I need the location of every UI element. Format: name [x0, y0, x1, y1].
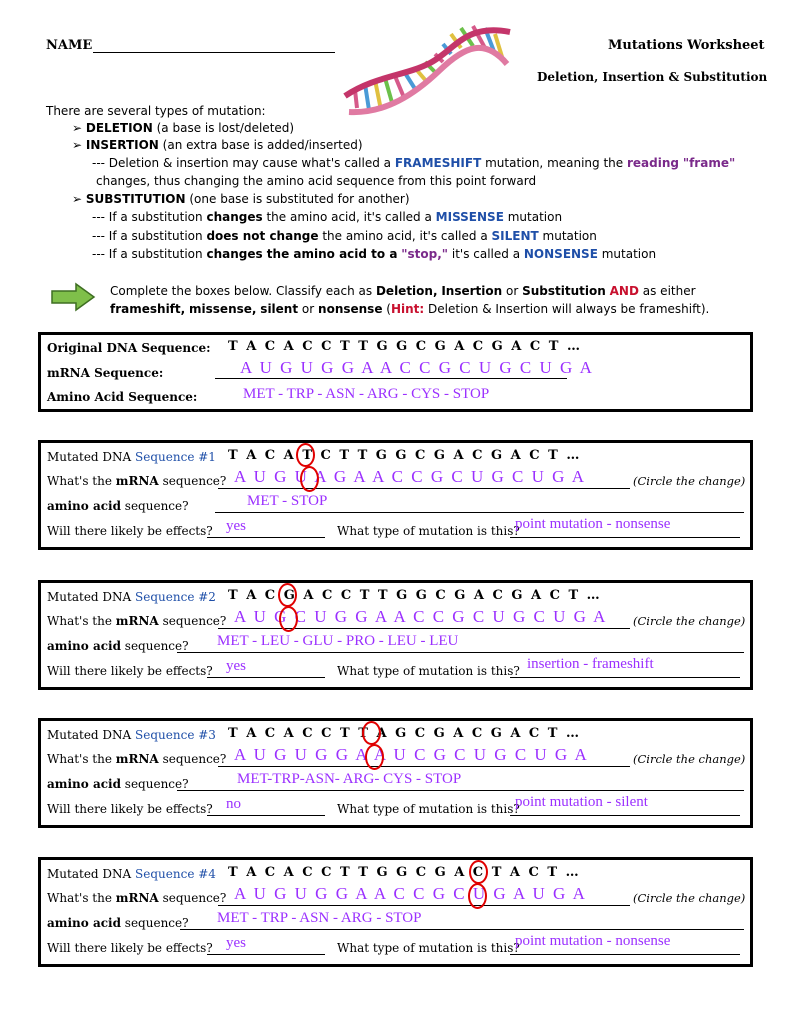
- mrna-post: G A A C C G C U G C U G A: [333, 467, 584, 486]
- mrna-question: [47, 474, 226, 488]
- instr-nonsense: nonsense: [318, 302, 383, 316]
- deletion-line: [72, 121, 294, 135]
- original-mrna-label: mRNA Sequence:: [47, 366, 164, 380]
- nonsense-pre: --- If a substitution: [92, 247, 203, 261]
- aa-q-post: sequence?: [124, 499, 189, 513]
- aa-answer-line[interactable]: [180, 929, 744, 930]
- mutated-dna-seq: [228, 865, 579, 880]
- effects-answer-line[interactable]: [207, 677, 325, 678]
- mrna-post: U G A: [532, 884, 585, 903]
- aa-q-bold: amino acid: [47, 499, 121, 513]
- dna-seq-pre: T A C A C C T T G G C G A C: [228, 865, 484, 880]
- substitution-term: SUBSTITUTION: [85, 192, 186, 206]
- type-question: What type of mutation is this?: [337, 802, 520, 816]
- effects-question: Will there likely be effects?: [47, 664, 213, 678]
- nonsense-line: [92, 247, 656, 261]
- frameshift-line2: changes, thus changing the amino acid sequence from this point forward: [96, 174, 537, 188]
- missense-post: mutation: [507, 210, 563, 224]
- mrna-q-bold: mRNA: [115, 474, 159, 488]
- aa-answer: MET-TRP-ASN- ARG- CYS - STOP: [237, 771, 462, 787]
- mutated-dna-seq: [228, 726, 579, 741]
- mrna-q-post: sequence?: [162, 474, 227, 488]
- silent-bold: does not change: [206, 229, 319, 243]
- missense-term: MISSENSE: [435, 210, 504, 224]
- substitution-desc: (one base is substituted for another): [189, 192, 410, 206]
- dna-changed-base: T: [302, 448, 312, 463]
- mrna-answer-line[interactable]: [218, 905, 630, 906]
- effects-question: Will there likely be effects?: [47, 524, 213, 538]
- nonsense-mid: it's called a: [451, 247, 521, 261]
- mrna-pre: A U G U G G A A: [234, 745, 386, 764]
- aa-answer-line[interactable]: [215, 512, 744, 513]
- missense-line: [92, 210, 562, 224]
- mrna-q-bold: mRNA: [115, 891, 159, 905]
- frameshift-mid: mutation, meaning the: [485, 156, 624, 170]
- type-question: What type of mutation is this?: [337, 524, 520, 538]
- original-dna-seq: T A C A C C T T G G C G A C G A C T …: [228, 339, 580, 354]
- mrna-q-bold: mRNA: [115, 614, 159, 628]
- aa-q-post: sequence?: [124, 639, 189, 653]
- dna-seq-post: A C C T T G G C G A C G A C T …: [303, 588, 600, 603]
- mutated-dna-seq: [228, 448, 579, 463]
- circle-hint: (Circle the change): [633, 474, 746, 488]
- mrna-question: [47, 752, 226, 766]
- mrna-answer-line[interactable]: [218, 628, 630, 629]
- mrna-q-post: sequence?: [162, 752, 227, 766]
- mrna-pre: A U G U: [234, 467, 307, 486]
- dna-changed-base: A: [376, 726, 387, 741]
- mrna-answer: [234, 745, 587, 765]
- mrna-change-circle: [468, 883, 487, 909]
- mrna-q-post: sequence?: [162, 891, 227, 905]
- original-mrna-line[interactable]: [215, 378, 567, 379]
- dna-seq-pre: T A C A C C T T: [228, 726, 368, 741]
- instr-hint-label: Hint:: [390, 302, 425, 316]
- aa-answer: MET - LEU - GLU - PRO - LEU - LEU: [217, 633, 459, 649]
- effects-question: Will there likely be effects?: [47, 802, 213, 816]
- instr-frameshift: frameshift,: [110, 302, 186, 316]
- dna-change-circle: [296, 443, 315, 467]
- missense-pre: --- If a substitution: [92, 210, 203, 224]
- silent-line: [92, 229, 597, 243]
- mrna-question: [47, 891, 226, 905]
- instr-as-either: as either: [642, 284, 696, 298]
- mrna-change-circle: [300, 466, 319, 492]
- sequence-number: Sequence #3: [135, 728, 216, 742]
- mrna-changed-base: A: [314, 467, 326, 486]
- worksheet-title: Mutations Worksheet: [608, 38, 765, 53]
- instr-and: AND: [609, 284, 639, 298]
- aa-answer: MET - STOP: [247, 493, 328, 509]
- mutated-dna-label: [47, 450, 216, 464]
- sequence-number: Sequence #1: [135, 450, 216, 464]
- instr-missense: missense,: [189, 302, 257, 316]
- mutated-dna-label: [47, 867, 216, 881]
- type-answer: point mutation - nonsense: [515, 933, 671, 949]
- dna-seq-post: A C T …: [509, 865, 579, 880]
- mrna-answer: [234, 467, 584, 487]
- deletion-term: DELETION: [85, 121, 153, 135]
- substitution-line: [72, 192, 410, 206]
- aa-question: [47, 777, 189, 791]
- mrna-changed-base: A: [512, 884, 525, 903]
- dna-seq-pre: T A C A: [228, 448, 294, 463]
- effects-answer: yes: [226, 935, 246, 951]
- dna-seq-post: C T T G G C G A C G A C T …: [320, 448, 580, 463]
- type-answer: point mutation - silent: [515, 794, 648, 810]
- mutated-dna-label: [47, 728, 216, 742]
- mrna-post: U G G A A C C G C U G C U G A: [314, 607, 606, 626]
- dna-helix-icon: [335, 18, 515, 118]
- worksheet-subtitle: Deletion, Insertion & Substitution: [537, 70, 768, 84]
- silent-term: SILENT: [491, 229, 539, 243]
- mrna-pre: A U G U G G A A C C G C U G: [234, 884, 506, 903]
- mutated-dna-text: Mutated DNA: [47, 450, 132, 464]
- type-question: What type of mutation is this?: [337, 664, 520, 678]
- type-answer: insertion - frameshift: [527, 656, 654, 672]
- instr-insertion: Insertion: [441, 284, 503, 298]
- mrna-change-circle: [365, 744, 384, 770]
- mrna-change-circle: [279, 606, 298, 632]
- frameshift-pre: --- Deletion & insertion may cause what's called a: [92, 156, 392, 170]
- effects-answer: yes: [226, 518, 246, 534]
- effects-answer: no: [226, 796, 241, 812]
- instr-substitution: Substitution: [522, 284, 606, 298]
- instructions-line1: [110, 284, 696, 298]
- type-answer-line[interactable]: [510, 815, 740, 816]
- aa-answer-line[interactable]: [177, 652, 744, 653]
- arrow-bullet-icon: ➢: [72, 192, 83, 206]
- circle-hint: (Circle the change): [633, 752, 746, 766]
- mrna-q-bold: mRNA: [115, 752, 159, 766]
- effects-answer: yes: [226, 658, 246, 674]
- instr-or: or: [506, 284, 519, 298]
- frameshift-term: FRAMESHIFT: [394, 156, 482, 170]
- effects-answer-line[interactable]: [207, 815, 325, 816]
- silent-mid: the amino acid, it's called a: [322, 229, 488, 243]
- missense-mid: the amino acid, it's called a: [266, 210, 432, 224]
- dna-change-circle: [469, 860, 488, 884]
- dna-changed-base: T: [491, 865, 502, 880]
- circle-hint: (Circle the change): [633, 614, 746, 628]
- mrna-changed-base: U: [393, 745, 406, 764]
- instr-or2: or: [301, 302, 315, 316]
- nonsense-term: NONSENSE: [523, 247, 598, 261]
- aa-question: [47, 916, 189, 930]
- arrow-bullet-icon: ➢: [72, 121, 83, 135]
- dna-change-circle: [278, 583, 297, 607]
- sequence-number: Sequence #4: [135, 867, 216, 881]
- dna-seq-pre: T A C: [228, 588, 276, 603]
- mrna-answer-line[interactable]: [218, 766, 630, 767]
- effects-answer-line[interactable]: [207, 537, 325, 538]
- mrna-q-pre: What's the: [47, 891, 112, 905]
- mrna-answer-line[interactable]: [218, 488, 630, 489]
- effects-answer-line[interactable]: [207, 954, 325, 955]
- effects-question: Will there likely be effects?: [47, 941, 213, 955]
- arrow-bullet-icon: ➢: [72, 138, 83, 152]
- mutated-dna-label: [47, 590, 216, 604]
- mrna-q-pre: What's the: [47, 752, 112, 766]
- mrna-answer: [234, 884, 585, 904]
- insertion-desc: (an extra base is added/inserted): [162, 138, 363, 152]
- nonsense-bold: changes the amino acid to a: [206, 247, 398, 261]
- mutated-dna-text: Mutated DNA: [47, 728, 132, 742]
- type-answer-line[interactable]: [510, 537, 740, 538]
- type-answer-line[interactable]: [510, 954, 740, 955]
- reading-term: reading: [627, 156, 679, 170]
- type-answer-line[interactable]: [510, 677, 740, 678]
- mrna-q-pre: What's the: [47, 474, 112, 488]
- aa-q-post: sequence?: [124, 777, 189, 791]
- sequence-number: Sequence #2: [135, 590, 216, 604]
- dna-change-circle: [362, 721, 381, 745]
- mrna-post: C G C U G C U G A: [414, 745, 587, 764]
- mutated-dna-text: Mutated DNA: [47, 590, 132, 604]
- original-mrna-answer: A U G U G G A A C C G C U G C U G A: [240, 358, 592, 377]
- original-aa-label: Amino Acid Sequence:: [47, 390, 198, 404]
- aa-q-bold: amino acid: [47, 916, 121, 930]
- right-arrow-icon: [50, 282, 96, 312]
- aa-question: [47, 639, 189, 653]
- insertion-line: [72, 138, 363, 152]
- dna-seq-post: G C G A C G A C T …: [395, 726, 580, 741]
- original-dna-label: Original DNA Sequence:: [47, 341, 211, 355]
- insertion-term: INSERTION: [85, 138, 159, 152]
- aa-answer: MET - TRP - ASN - ARG - STOP: [217, 910, 422, 926]
- original-aa-answer: MET - TRP - ASN - ARG - CYS - STOP: [243, 386, 490, 402]
- aa-answer-line[interactable]: [177, 790, 744, 791]
- instr-pre: Complete the boxes below. Classify each as: [110, 284, 373, 298]
- instr-hint-text: Deletion & Insertion will always be frameshift).: [428, 302, 710, 316]
- mrna-q-post: sequence?: [162, 614, 227, 628]
- instr-deletion: Deletion,: [375, 284, 438, 298]
- nonsense-post: mutation: [601, 247, 657, 261]
- frame-term: "frame": [682, 156, 736, 170]
- deletion-desc: (a base is lost/deleted): [156, 121, 295, 135]
- mrna-pre: A U G: [234, 607, 287, 626]
- aa-q-post: sequence?: [124, 916, 189, 930]
- nonsense-stop: "stop,": [401, 247, 449, 261]
- instr-silent: silent: [260, 302, 299, 316]
- mrna-changed-base: C: [294, 607, 306, 626]
- missense-bold: changes: [206, 210, 263, 224]
- frameshift-line: [92, 156, 735, 170]
- mrna-q-pre: What's the: [47, 614, 112, 628]
- instructions-line2: frameshift, missense, silent or nonsense (Hint: Deletion & Insertion will always be frameshift).: [110, 302, 710, 316]
- aa-q-bold: amino acid: [47, 777, 121, 791]
- aa-q-bold: amino acid: [47, 639, 121, 653]
- name-field[interactable]: [93, 52, 335, 53]
- silent-post: mutation: [542, 229, 597, 243]
- name-label: NAME: [46, 38, 93, 53]
- aa-question: [47, 499, 189, 513]
- mrna-question: [47, 614, 226, 628]
- dna-changed-base: G: [283, 588, 295, 603]
- type-question: What type of mutation is this?: [337, 941, 520, 955]
- silent-pre: --- If a substitution: [92, 229, 203, 243]
- type-answer: point mutation - nonsense: [515, 516, 671, 532]
- mutated-dna-text: Mutated DNA: [47, 867, 132, 881]
- circle-hint: (Circle the change): [633, 891, 746, 905]
- intro-lead: There are several types of mutation:: [46, 104, 266, 118]
